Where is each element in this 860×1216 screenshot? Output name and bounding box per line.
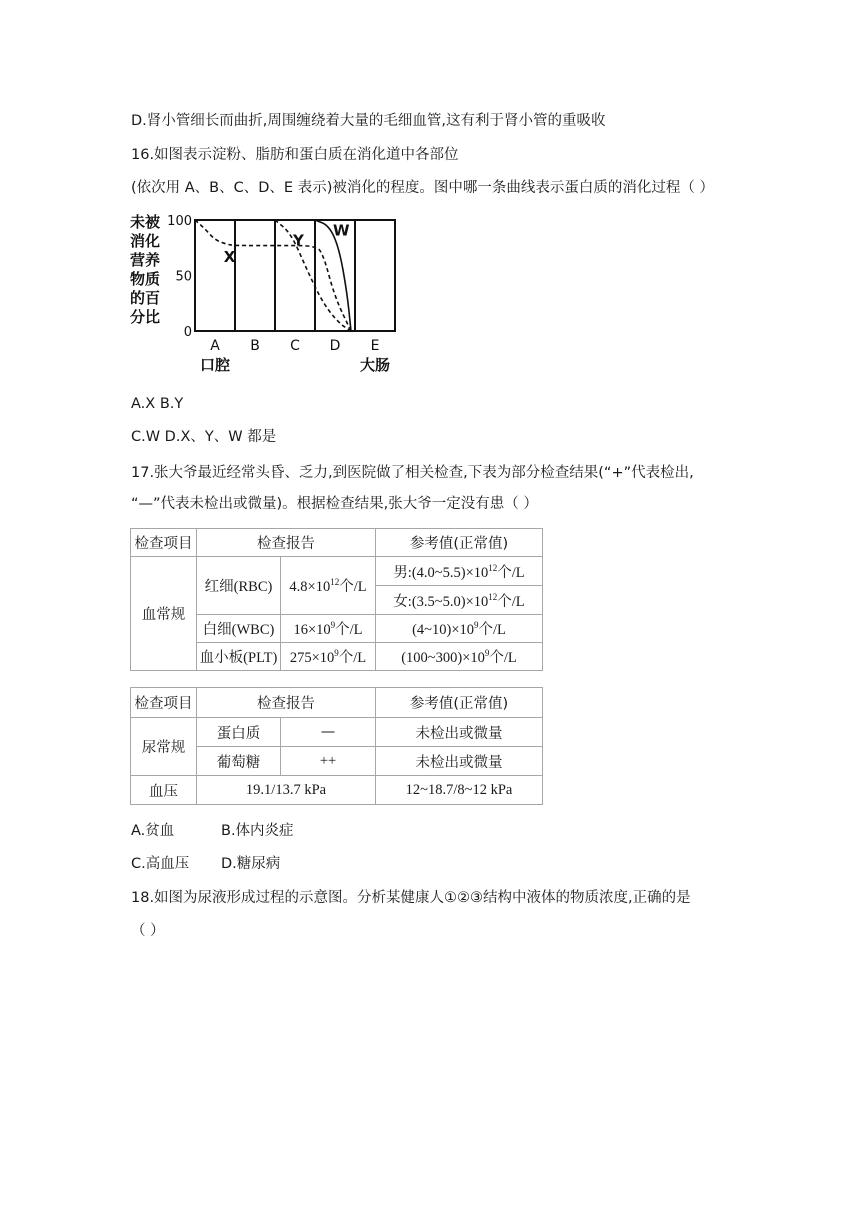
series-y-label: Y <box>293 231 304 250</box>
x-tick-label: B <box>250 338 260 354</box>
bp-item: 血压 <box>131 776 197 805</box>
rbc-item: 红细(RBC) <box>197 557 281 615</box>
q16-options-line2: C.W D.X、Y、W 都是 <box>131 429 277 445</box>
q16-stem-line2: (依次用 A、B、C、D、E 表示)被消化的程度。图中哪一条曲线表示蛋白质的消化过程（ ） <box>131 180 714 196</box>
plt-value: $275\times 10^9$个/L <box>281 643 376 671</box>
chart-x-labels <box>200 338 390 374</box>
q15-option-d: D.肾小管细长而曲折,周围缠绕着大量的毛细血管,这有利于肾小管的重吸收 <box>131 113 606 129</box>
y-label-line: 分比 <box>130 308 161 326</box>
series-w-label: W <box>333 221 350 240</box>
x-sub-label: 大肠 <box>359 356 391 374</box>
bp-value: 19.1/13.7 kPa <box>197 776 376 805</box>
q16-options-line1: A.X B.Y <box>131 396 184 412</box>
x-tick-label: C <box>290 338 300 354</box>
wbc-item: 白细(WBC) <box>197 615 281 643</box>
series-x-label: X <box>223 247 236 266</box>
y-label-line: 营养 <box>130 251 161 269</box>
q17-stem-line2: “—”代表未检出或微量)。根据检查结果,张大爷一定没有患（ ） <box>131 496 538 512</box>
y-tick-label: 100 <box>167 214 192 229</box>
table1-header-ref: 参考值(正常值) <box>376 529 543 557</box>
glucose-value: ++ <box>281 747 376 776</box>
x-tick-label: E <box>370 338 380 354</box>
q17-option-c: C.高血压 <box>131 856 190 872</box>
urine-test-table <box>130 687 543 805</box>
q17-stem-line1: 17.张大爷最近经常头昏、乏力,到医院做了相关检查,下表为部分检查结果(“+”代表检出, <box>131 465 694 481</box>
y-label-line: 未被 <box>130 213 161 231</box>
q18-stem-line1: 18.如图为尿液形成过程的示意图。分析某健康人①②③结构中液体的物质浓度,正确的是 <box>131 890 691 906</box>
y-tick-label: 0 <box>183 325 192 340</box>
table2-group-label: 尿常规 <box>131 718 197 776</box>
q17-option-a: A.贫血 <box>131 823 175 839</box>
wbc-ref: $(4\sim 10)\times 10^9$个/L <box>376 615 543 643</box>
q16-stem-line1: 16.如图表示淀粉、脂肪和蛋白质在消化道中各部位 <box>131 147 459 163</box>
y-tick-label: 50 <box>175 269 192 285</box>
x-tick-label: A <box>210 338 220 354</box>
chart-series <box>195 220 351 331</box>
rbc-ref-female: 女$:(3.5\sim 5.0)\times 10^{12}$个/L <box>376 586 543 615</box>
table2-header-report: 检查报告 <box>197 688 376 718</box>
protein-ref: 未检出或微量 <box>376 718 543 747</box>
protein-value: — <box>281 718 376 747</box>
plt-item: 血小板(PLT) <box>197 643 281 671</box>
q17-option-d: D.糖尿病 <box>221 856 281 872</box>
blood-test-table <box>130 528 543 671</box>
table1-header-report: 检查报告 <box>197 529 376 557</box>
y-label-line: 的百 <box>130 289 161 307</box>
q18-stem-line2: （ ） <box>131 923 165 939</box>
plt-ref: $(100\sim 300)\times 10^9$个/L <box>376 643 543 671</box>
glucose-item: 葡萄糖 <box>197 747 281 776</box>
q17-option-b: B.体内炎症 <box>221 823 294 839</box>
table2-header-item: 检查项目 <box>131 688 197 718</box>
wbc-value: $16\times 10^9$个/L <box>281 615 376 643</box>
y-label-line: 物质 <box>130 270 161 288</box>
table1-header-item: 检查项目 <box>131 529 197 557</box>
chart-y-axis-label <box>130 213 161 326</box>
x-tick-label: D <box>329 338 341 354</box>
bp-ref: 12~18.7/8~12 kPa <box>376 776 543 805</box>
chart-y-ticks <box>167 214 192 340</box>
y-label-line: 消化 <box>130 232 161 250</box>
x-sub-label: 口腔 <box>199 356 231 374</box>
digestion-chart <box>128 210 398 385</box>
rbc-value: $4.8\times 10^{12}$个/L <box>281 557 376 615</box>
glucose-ref: 未检出或微量 <box>376 747 543 776</box>
table1-group-label: 血常规 <box>131 557 197 671</box>
table2-header-ref: 参考值(正常值) <box>376 688 543 718</box>
series-x-line <box>195 220 351 331</box>
rbc-ref-male: 男$:(4.0\sim 5.5)\times 10^{12}$个/L <box>376 557 543 586</box>
protein-item: 蛋白质 <box>197 718 281 747</box>
